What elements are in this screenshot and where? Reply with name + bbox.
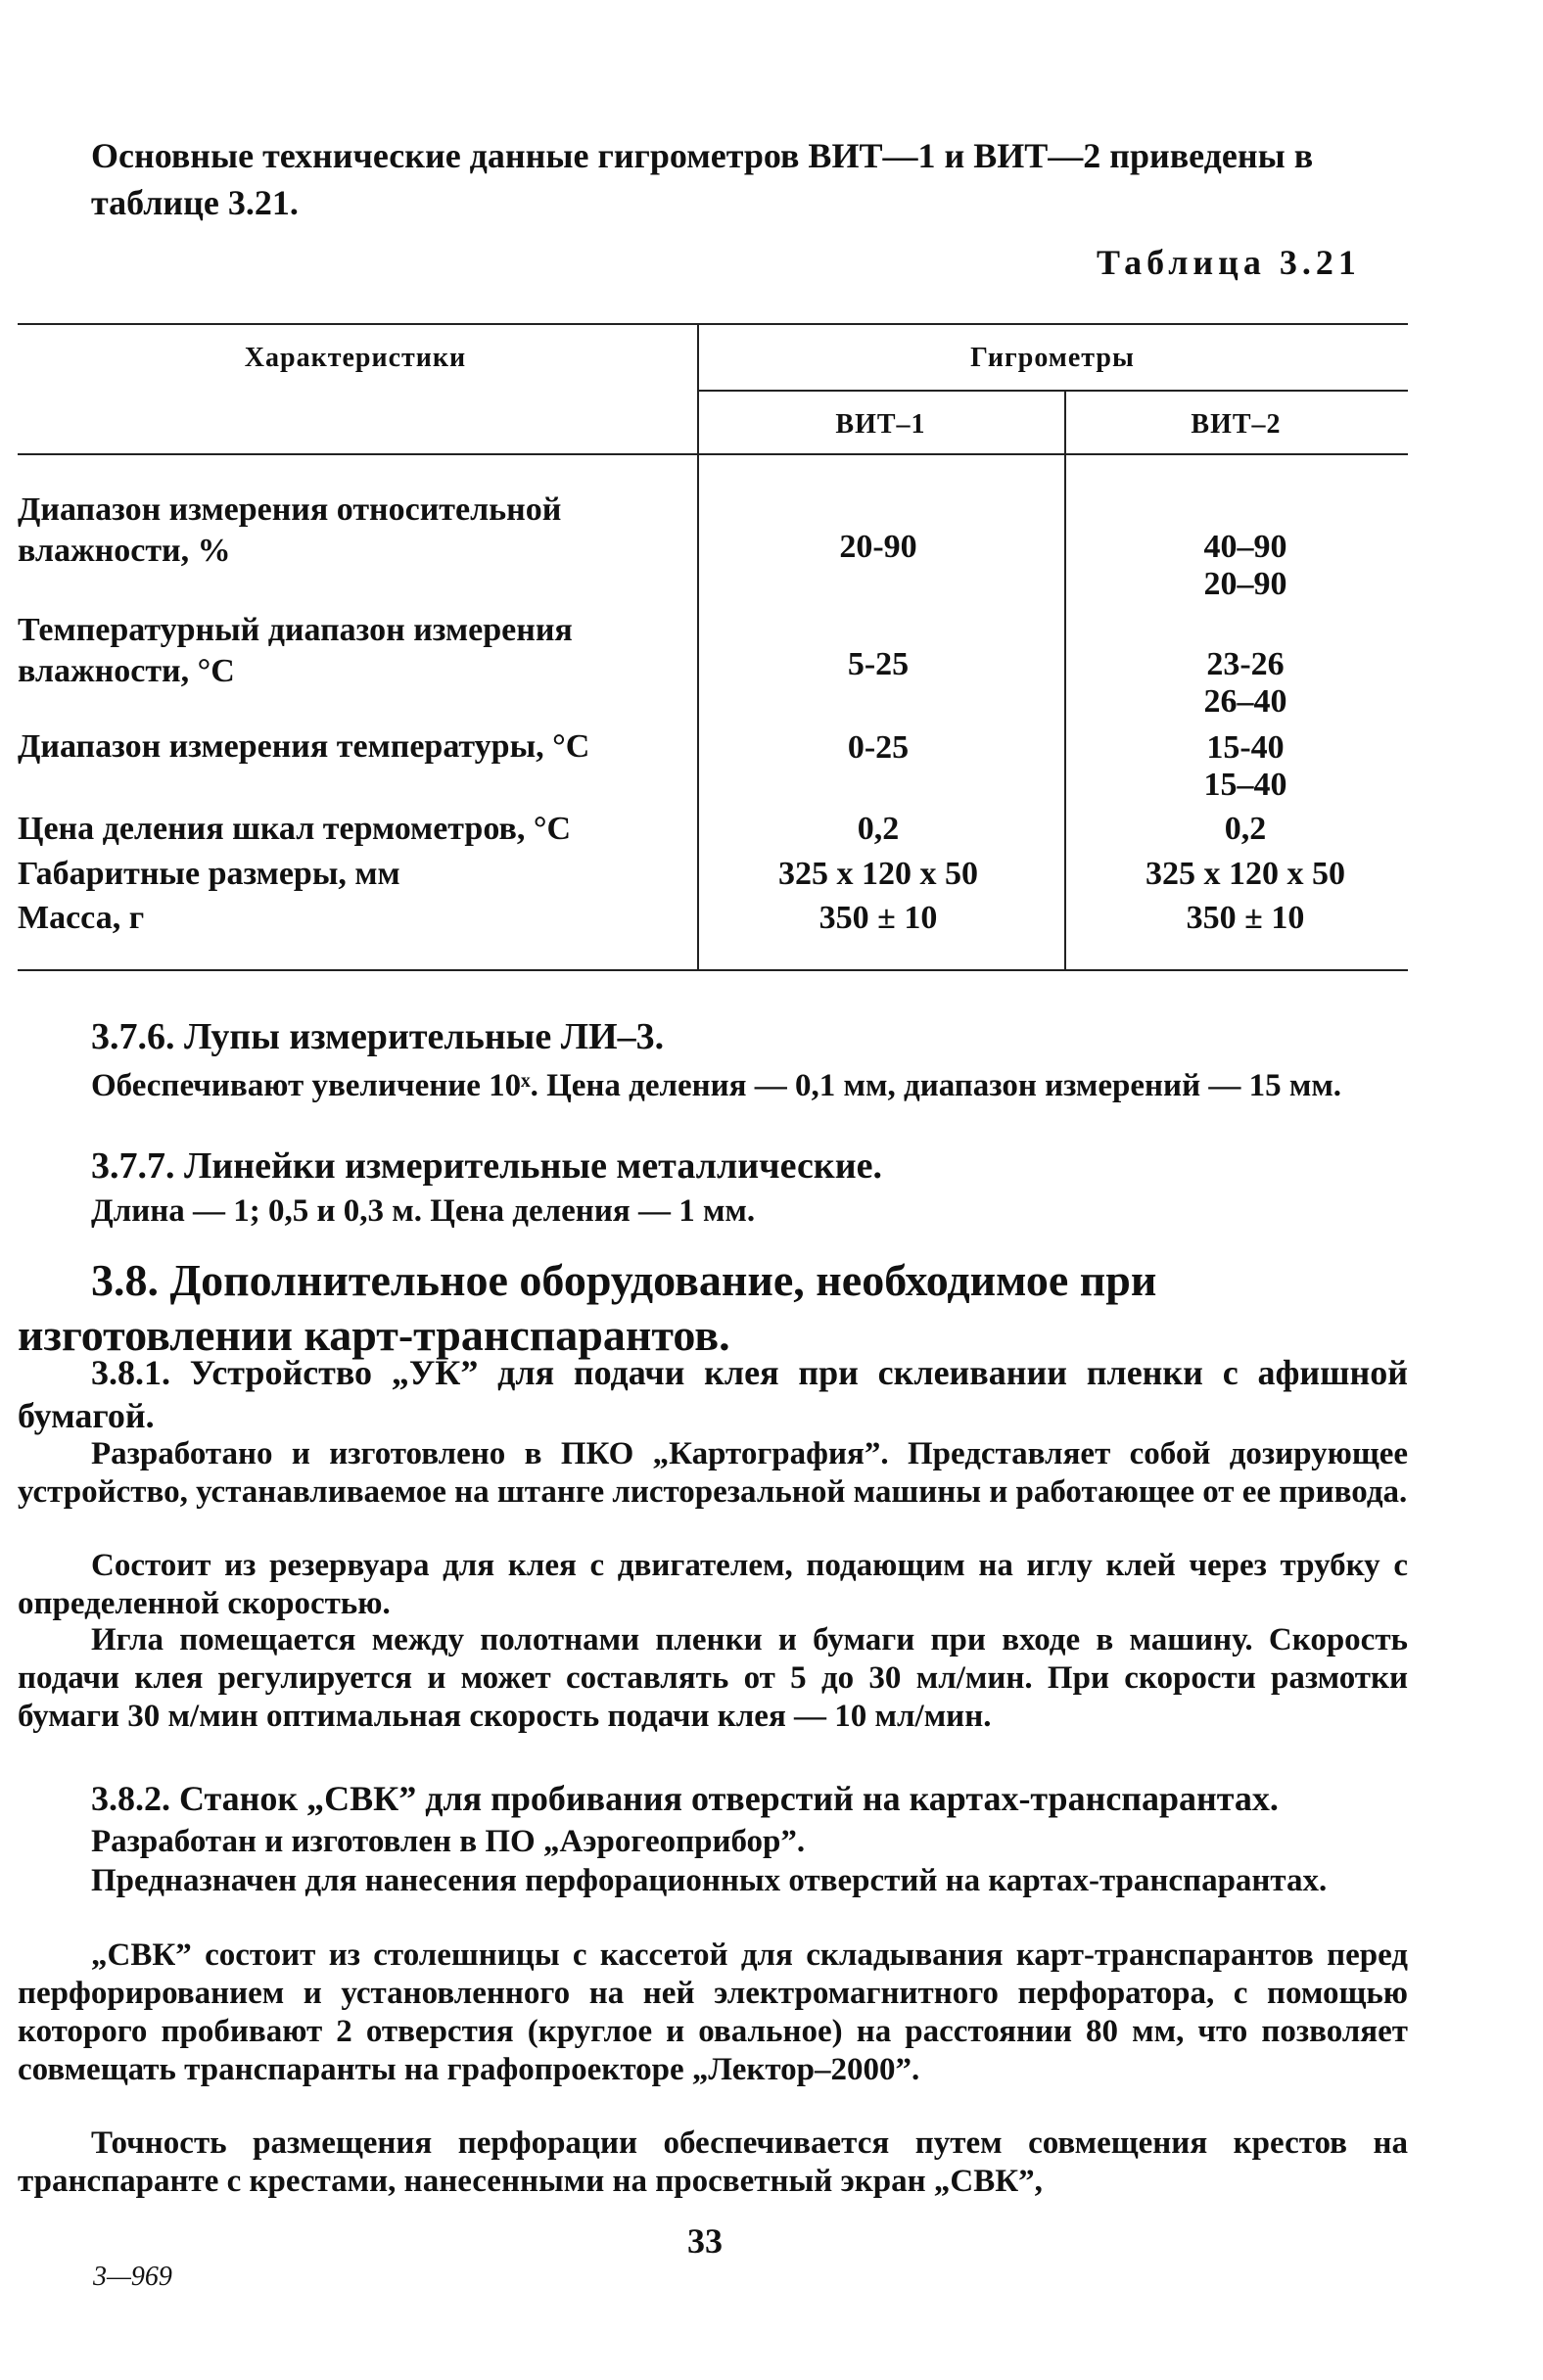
row-label: Масса, г — [18, 900, 145, 936]
paragraph: Игла помещается между полотнами пленки и бумаги при входе в машину. Скорость подачи клея регулируется и может составлять от 5 до 30 мл/мин. При скорости размотки бумаги 30 м/мин оптимальная скорость подачи клея — 10 мл/мин. — [18, 1622, 1408, 1734]
table-top-rule — [18, 323, 1408, 325]
section-text-3-7-7: Длина — 1; 0,5 и 0,3 м. Цена деления — 1 мм. — [91, 1193, 756, 1229]
cell-vit1: 0-25 — [847, 729, 910, 766]
paragraph: Разработано и изготовлено в ПКО „Картография”. Представляет собой дозирующее устройство, устанавливаемое на штанге листорезальной машины и работающее от ее привода. — [18, 1436, 1408, 1510]
cell-vit2: 350 ± 10 — [1186, 900, 1305, 936]
cell-vit2: 20–90 — [1203, 566, 1287, 602]
cell-vit2: 15–40 — [1203, 767, 1287, 803]
cell-vit1: 325 х 120 х 50 — [778, 856, 978, 892]
cell-vit2: 0,2 — [1224, 811, 1267, 847]
table-bottom-rule — [18, 969, 1408, 971]
cell-vit2: 26–40 — [1203, 683, 1287, 720]
cell-vit2: 325 х 120 х 50 — [1146, 856, 1345, 892]
section-title-3-7-6: 3.7.6. Лупы измерительные ЛИ–3. — [91, 1016, 665, 1057]
row-label: Цена деления шкал термометров, °С — [18, 811, 572, 847]
paragraph: „СВК” состоит из столешницы с кассетой для складывания карт-транспарантов перед перфорированием и установленного на ней электромагнитного перфоратора, с помощью которого пробивают 2 отверстия (круглое и овальное) на расстоянии 80 мм, что позволяет совмещать транспаранты на графопроекторе „Лектор–2000”. — [18, 1937, 1408, 2087]
cell-vit1: 5-25 — [847, 646, 910, 682]
cell-vit1: 20-90 — [839, 529, 917, 565]
paragraph: Состоит из резервуара для клея с двигателем, подающим на иглу клей через трубку с определенной скоростью. — [18, 1548, 1408, 1621]
paragraph: Точность размещения перфорации обеспечивается путем совмещения крестов на транспаранте с крестами, нанесенными на просветный экран „СВК”, — [18, 2125, 1408, 2199]
table-caption: Таблица 3.21 — [1097, 243, 1361, 282]
paragraph: Разработан и изготовлен в ПО „Аэрогеоприбор”. — [91, 1824, 806, 1859]
cell-vit1: 350 ± 10 — [818, 900, 938, 936]
intro-paragraph: Основные технические данные гигрометров ВИТ—1 и ВИТ—2 приведены в таблице 3.21. — [91, 136, 1314, 222]
row-label: Диапазон измерения относительной влажности, % — [18, 491, 562, 569]
row-label: Диапазон измерения температуры, °С — [18, 728, 590, 765]
paragraph: Предназначен для нанесения перфорационных отверстий на картах-транспарантах. — [91, 1863, 1328, 1898]
cell-vit2: 23-26 — [1206, 646, 1285, 682]
section-title-3-7-7: 3.7.7. Линейки измерительные металлические. — [91, 1145, 882, 1187]
row-label: Температурный диапазон измерения влажности, °С — [18, 612, 573, 689]
printer-mark: 3—969 — [93, 2262, 172, 2292]
cell-vit2: 40–90 — [1203, 529, 1287, 565]
section-title-3-8-1: 3.8.1. Устройство „УК” для подачи клея при склеивании пленки с афишной бумагой. — [18, 1353, 1408, 1435]
table-subheader-rule — [697, 390, 1408, 392]
section-text-3-7-6: Обеспечивают увеличение 10ˣ. Цена деления — 0,1 мм, диапазон измерений — 15 мм. — [91, 1068, 1342, 1103]
cell-vit1: 0,2 — [857, 811, 900, 847]
table-header-bottom-rule — [18, 453, 1408, 455]
header-vit2: ВИТ–2 — [1191, 409, 1282, 440]
header-characteristics: Характеристики — [244, 343, 467, 373]
row-label: Габаритные размеры, мм — [18, 856, 400, 892]
section-title-3-8: 3.8. Дополнительное оборудование, необходимое при изготовлении карт-транспарантов. — [18, 1255, 1157, 1360]
section-title-3-8-2: 3.8.2. Станок „СВК” для пробивания отверстий на картах-транспарантах. — [91, 1779, 1279, 1818]
header-hygrometers: Гигрометры — [970, 343, 1135, 373]
header-vit1: ВИТ–1 — [835, 409, 926, 440]
page-number: 33 — [687, 2221, 723, 2261]
cell-vit2: 15-40 — [1206, 729, 1285, 766]
